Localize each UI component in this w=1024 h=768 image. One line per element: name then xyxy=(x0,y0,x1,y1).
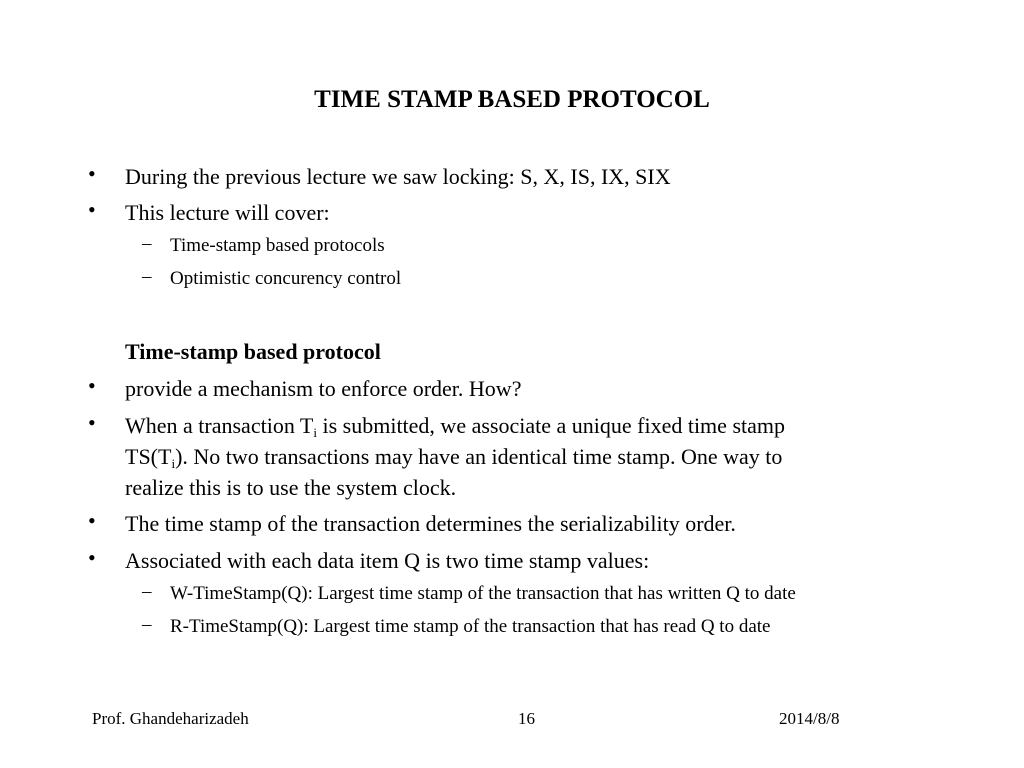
dash-marker: – xyxy=(142,266,152,287)
intro-item-previous-lecture: During the previous lecture we saw locking: S, X, IS, IX, SIX xyxy=(125,164,671,189)
body-item-mechanism: provide a mechanism to enforce order. How? xyxy=(125,376,522,401)
slide-title: TIME STAMP BASED PROTOCOL xyxy=(314,86,710,113)
bullet-marker: • xyxy=(88,410,96,435)
dash-marker: – xyxy=(142,581,152,602)
body-subitem-r-timestamp: R-TimeStamp(Q): Largest time stamp of the transaction that has read Q to date xyxy=(170,616,771,637)
section-heading: Time-stamp based protocol xyxy=(125,339,381,364)
bullet-marker: • xyxy=(88,197,96,222)
body-subitem-w-timestamp: W-TimeStamp(Q): Largest time stamp of the transaction that has written Q to date xyxy=(170,583,796,604)
text-fragment: is submitted, we associate a unique fixed time stamp xyxy=(316,413,785,438)
body-item-transaction-line1 xyxy=(125,410,785,441)
text-fragment: ). No two transactions may have an identical time stamp. One way to xyxy=(175,444,783,469)
intro-subitem-timestamp-protocols: Time-stamp based protocols xyxy=(170,235,385,256)
text-fragment: TS(T xyxy=(125,444,172,469)
bullet-marker: • xyxy=(88,373,96,398)
intro-subitem-optimistic-control: Optimistic concurency control xyxy=(170,268,402,289)
bullet-marker: • xyxy=(88,161,96,186)
dash-marker: – xyxy=(142,233,152,254)
intro-item-this-lecture: This lecture will cover: xyxy=(125,200,330,225)
body-item-transaction-line2 xyxy=(125,441,782,472)
bullet-marker: • xyxy=(88,508,96,533)
footer-date: 2014/8/8 xyxy=(779,709,840,728)
footer-author: Prof. Ghandeharizadeh xyxy=(92,709,249,728)
footer-page-number: 16 xyxy=(518,709,535,728)
body-item-data-item: Associated with each data item Q is two time stamp values: xyxy=(125,548,650,573)
body-item-serializability: The time stamp of the transaction determines the serializability order. xyxy=(125,511,736,536)
bullet-marker: • xyxy=(88,545,96,570)
subscript: i xyxy=(171,456,176,471)
body-item-transaction-line3: realize this is to use the system clock. xyxy=(125,475,457,500)
text-fragment: When a transaction T xyxy=(125,413,314,438)
subscript: i xyxy=(313,425,317,440)
dash-marker: – xyxy=(142,614,152,635)
